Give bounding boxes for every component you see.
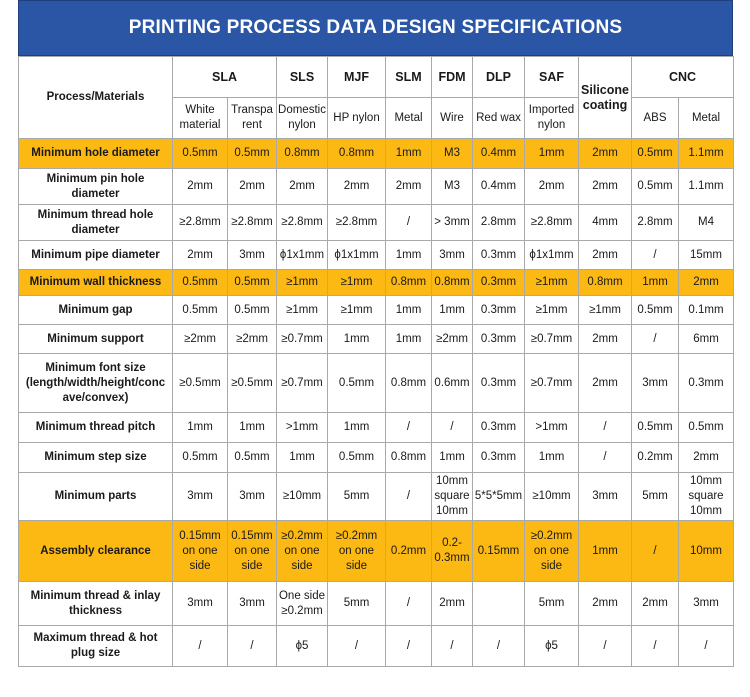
table-cell: 0.5mm <box>328 443 386 473</box>
table-cell: 0.2mm <box>386 521 432 582</box>
table-cell: 0.3mm <box>679 354 734 413</box>
table-cell: ≥0.7mm <box>525 325 579 354</box>
table-row <box>19 205 734 241</box>
table-cell: 1mm <box>173 413 228 443</box>
table-row <box>19 521 734 582</box>
row-label: Minimum step size <box>19 443 173 473</box>
table-cell: 0.3mm <box>473 270 525 296</box>
table-cell: / <box>579 626 632 667</box>
row-label: Minimum thread pitch <box>19 413 173 443</box>
table-cell: 2mm <box>632 582 679 626</box>
table-row <box>19 325 734 354</box>
table-cell: 3mm <box>579 473 632 521</box>
table-cell: 0.5mm <box>228 270 277 296</box>
table-cell: / <box>679 626 734 667</box>
table-cell: ≥0.7mm <box>277 354 328 413</box>
material-cell: Red wax <box>473 98 525 139</box>
table-cell: / <box>173 626 228 667</box>
table-cell: / <box>632 521 679 582</box>
process-mjf: MJF <box>328 57 386 98</box>
table-cell: 0.3mm <box>473 354 525 413</box>
row-label: Minimum parts <box>19 473 173 521</box>
row-label: Minimum wall thickness <box>19 270 173 296</box>
table-cell: ≥0.5mm <box>228 354 277 413</box>
table-cell: 0.8mm <box>579 270 632 296</box>
table-cell: 0.5mm <box>632 169 679 205</box>
table-cell: 0.5mm <box>228 296 277 325</box>
table-row <box>19 582 734 626</box>
table-cell: 2.8mm <box>473 205 525 241</box>
table-cell: 5mm <box>328 582 386 626</box>
table-cell: 1mm <box>525 443 579 473</box>
table-cell: >1mm <box>525 413 579 443</box>
table-cell: 0.4mm <box>473 139 525 169</box>
table-cell: 10mm square 10mm <box>679 473 734 521</box>
table-cell: 3mm <box>173 582 228 626</box>
table-row <box>19 139 734 169</box>
table-cell: ≥2.8mm <box>277 205 328 241</box>
table-cell: / <box>632 626 679 667</box>
table-cell: 2mm <box>579 169 632 205</box>
table-cell: 0.3mm <box>473 443 525 473</box>
table-cell: 1mm <box>328 413 386 443</box>
table-cell: ≥1mm <box>328 296 386 325</box>
table-cell: 0.8mm <box>277 139 328 169</box>
table-cell: ≥2mm <box>173 325 228 354</box>
table-cell: ≥2.8mm <box>525 205 579 241</box>
table-cell: ≥0.2mm on one side <box>525 521 579 582</box>
table-cell: 3mm <box>228 241 277 270</box>
material-cell: White material <box>173 98 228 139</box>
row-label: Minimum support <box>19 325 173 354</box>
table-cell: 5mm <box>632 473 679 521</box>
process-header-row <box>19 57 734 98</box>
table-cell: > 3mm <box>432 205 473 241</box>
table-cell: ≥1mm <box>525 296 579 325</box>
table-cell: 0.8mm <box>386 270 432 296</box>
table-cell: 3mm <box>679 582 734 626</box>
table-row <box>19 354 734 413</box>
table-cell: 0.8mm <box>328 139 386 169</box>
table-cell: 0.5mm <box>173 139 228 169</box>
table-cell: ≥2mm <box>432 325 473 354</box>
page-title: PRINTING PROCESS DATA DESIGN SPECIFICATIONS <box>18 0 733 56</box>
table-cell: 0.15mm on one side <box>173 521 228 582</box>
table-cell: 0.5mm <box>228 139 277 169</box>
table-cell: / <box>632 325 679 354</box>
table-cell: / <box>432 626 473 667</box>
table-cell: ϕ5 <box>525 626 579 667</box>
table-cell: M4 <box>679 205 734 241</box>
table-cell: 3mm <box>228 582 277 626</box>
table-cell: 1mm <box>386 241 432 270</box>
table-cell: ≥0.7mm <box>525 354 579 413</box>
table-cell: 0.6mm <box>432 354 473 413</box>
table-cell: / <box>386 473 432 521</box>
table-cell: / <box>386 626 432 667</box>
table-cell: 0.2mm <box>632 443 679 473</box>
table-cell: 0.2-0.3mm <box>432 521 473 582</box>
table-cell: ≥2.8mm <box>228 205 277 241</box>
table-cell: 0.5mm <box>228 443 277 473</box>
table-cell: 2mm <box>277 169 328 205</box>
table-cell: 0.3mm <box>473 241 525 270</box>
row-label: Minimum gap <box>19 296 173 325</box>
table-cell: 1mm <box>386 296 432 325</box>
table-cell: ≥1mm <box>525 270 579 296</box>
table-cell: 0.3mm <box>473 325 525 354</box>
row-label: Minimum pin hole diameter <box>19 169 173 205</box>
material-cell: Metal <box>679 98 734 139</box>
row-label: Maximum thread & hot plug size <box>19 626 173 667</box>
material-cell: Domestic nylon <box>277 98 328 139</box>
table-cell: 2mm <box>579 241 632 270</box>
table-cell: 1.1mm <box>679 169 734 205</box>
table-cell: 1mm <box>386 139 432 169</box>
table-cell: 4mm <box>579 205 632 241</box>
row-label: Minimum thread & inlay thickness <box>19 582 173 626</box>
table-cell: / <box>579 443 632 473</box>
table-cell: 1mm <box>525 139 579 169</box>
table-cell: 2mm <box>579 325 632 354</box>
table-cell: 0.5mm <box>328 354 386 413</box>
table-cell: 15mm <box>679 241 734 270</box>
process-slm: SLM <box>386 57 432 98</box>
table-cell: 2mm <box>579 354 632 413</box>
table-row <box>19 270 734 296</box>
spec-table <box>18 56 734 667</box>
table-cell: ≥1mm <box>277 296 328 325</box>
table-row <box>19 169 734 205</box>
table-cell: M3 <box>432 139 473 169</box>
table-cell: 1mm <box>632 270 679 296</box>
table-cell: ≥2.8mm <box>328 205 386 241</box>
table-cell: 2mm <box>432 582 473 626</box>
row-label: Minimum thread hole diameter <box>19 205 173 241</box>
table-row <box>19 473 734 521</box>
table-cell <box>473 582 525 626</box>
table-cell: 1mm <box>432 443 473 473</box>
table-cell: 0.8mm <box>386 354 432 413</box>
table-cell: 0.15mm <box>473 521 525 582</box>
table-row <box>19 626 734 667</box>
table-cell: ≥10mm <box>277 473 328 521</box>
table-cell: ≥0.7mm <box>277 325 328 354</box>
table-cell: / <box>579 413 632 443</box>
table-cell: ≥0.2mm on one side <box>277 521 328 582</box>
process-saf: SAF <box>525 57 579 98</box>
material-cell: ABS <box>632 98 679 139</box>
material-cell: Imported nylon <box>525 98 579 139</box>
table-cell: 1mm <box>579 521 632 582</box>
table-cell: 3mm <box>228 473 277 521</box>
table-cell: 5mm <box>328 473 386 521</box>
table-cell: ≥1mm <box>579 296 632 325</box>
table-cell: ≥2.8mm <box>173 205 228 241</box>
table-cell: ≥0.2mm on one side <box>328 521 386 582</box>
table-cell: 0.15mm on one side <box>228 521 277 582</box>
row-label: Minimum hole diameter <box>19 139 173 169</box>
table-row <box>19 241 734 270</box>
process-fdm: FDM <box>432 57 473 98</box>
table-cell: 0.8mm <box>386 443 432 473</box>
table-cell: 5mm <box>525 582 579 626</box>
table-cell: ϕ1x1mm <box>328 241 386 270</box>
table-cell: 3mm <box>432 241 473 270</box>
material-cell: HP nylon <box>328 98 386 139</box>
material-cell: Wire <box>432 98 473 139</box>
table-cell: ≥0.5mm <box>173 354 228 413</box>
table-cell: One side ≥0.2mm <box>277 582 328 626</box>
table-cell: / <box>632 241 679 270</box>
table-cell: / <box>228 626 277 667</box>
table-cell: ϕ1x1mm <box>525 241 579 270</box>
table-cell: 5*5*5mm <box>473 473 525 521</box>
table-cell: 3mm <box>173 473 228 521</box>
table-cell: >1mm <box>277 413 328 443</box>
table-cell: 0.5mm <box>632 413 679 443</box>
table-cell: 2mm <box>386 169 432 205</box>
table-cell: 2mm <box>525 169 579 205</box>
spec-sheet <box>18 0 733 667</box>
table-cell: 0.3mm <box>473 413 525 443</box>
table-cell: 0.5mm <box>632 296 679 325</box>
table-cell: ≥1mm <box>328 270 386 296</box>
process-dlp: DLP <box>473 57 525 98</box>
row-label: Minimum pipe diameter <box>19 241 173 270</box>
table-cell: 2mm <box>679 443 734 473</box>
spec-rows <box>19 139 734 667</box>
table-cell: ≥10mm <box>525 473 579 521</box>
table-cell: / <box>386 582 432 626</box>
table-cell: ϕ1x1mm <box>277 241 328 270</box>
table-cell: / <box>386 205 432 241</box>
table-cell: 0.5mm <box>173 443 228 473</box>
process-silicone-coating: Silicone coating <box>579 57 632 139</box>
table-cell: / <box>473 626 525 667</box>
table-cell: / <box>328 626 386 667</box>
table-cell: / <box>386 413 432 443</box>
process-cnc: CNC <box>632 57 734 98</box>
table-cell: 1mm <box>386 325 432 354</box>
table-cell: 0.3mm <box>473 296 525 325</box>
table-cell: 2.8mm <box>632 205 679 241</box>
table-cell: 3mm <box>632 354 679 413</box>
table-cell: 10mm square 10mm <box>432 473 473 521</box>
corner-label: Process/Materials <box>19 57 173 139</box>
table-cell: ≥2mm <box>228 325 277 354</box>
process-sla: SLA <box>173 57 277 98</box>
table-cell: 0.4mm <box>473 169 525 205</box>
material-cell: Metal <box>386 98 432 139</box>
table-cell: 0.5mm <box>679 413 734 443</box>
table-cell: 2mm <box>173 241 228 270</box>
table-cell: 1mm <box>277 443 328 473</box>
table-cell: ≥1mm <box>277 270 328 296</box>
process-sls: SLS <box>277 57 328 98</box>
table-cell: ϕ5 <box>277 626 328 667</box>
row-label: Minimum font size (length/width/height/conc ave/convex) <box>19 354 173 413</box>
table-cell: 0.8mm <box>432 270 473 296</box>
table-cell: 2mm <box>328 169 386 205</box>
table-cell: 2mm <box>579 582 632 626</box>
table-row <box>19 443 734 473</box>
table-row <box>19 296 734 325</box>
table-row <box>19 413 734 443</box>
table-cell: 2mm <box>679 270 734 296</box>
table-cell: 2mm <box>228 169 277 205</box>
table-cell: 0.5mm <box>173 270 228 296</box>
table-cell: 1mm <box>328 325 386 354</box>
table-cell: 6mm <box>679 325 734 354</box>
table-cell: 1.1mm <box>679 139 734 169</box>
table-cell: / <box>432 413 473 443</box>
material-cell: Transpa rent <box>228 98 277 139</box>
table-cell: 10mm <box>679 521 734 582</box>
table-cell: 2mm <box>173 169 228 205</box>
table-cell: 1mm <box>432 296 473 325</box>
table-cell: 0.5mm <box>173 296 228 325</box>
table-cell: 1mm <box>228 413 277 443</box>
table-cell: 0.1mm <box>679 296 734 325</box>
row-label: Assembly clearance <box>19 521 173 582</box>
table-cell: 2mm <box>579 139 632 169</box>
table-cell: 0.5mm <box>632 139 679 169</box>
table-cell: M3 <box>432 169 473 205</box>
